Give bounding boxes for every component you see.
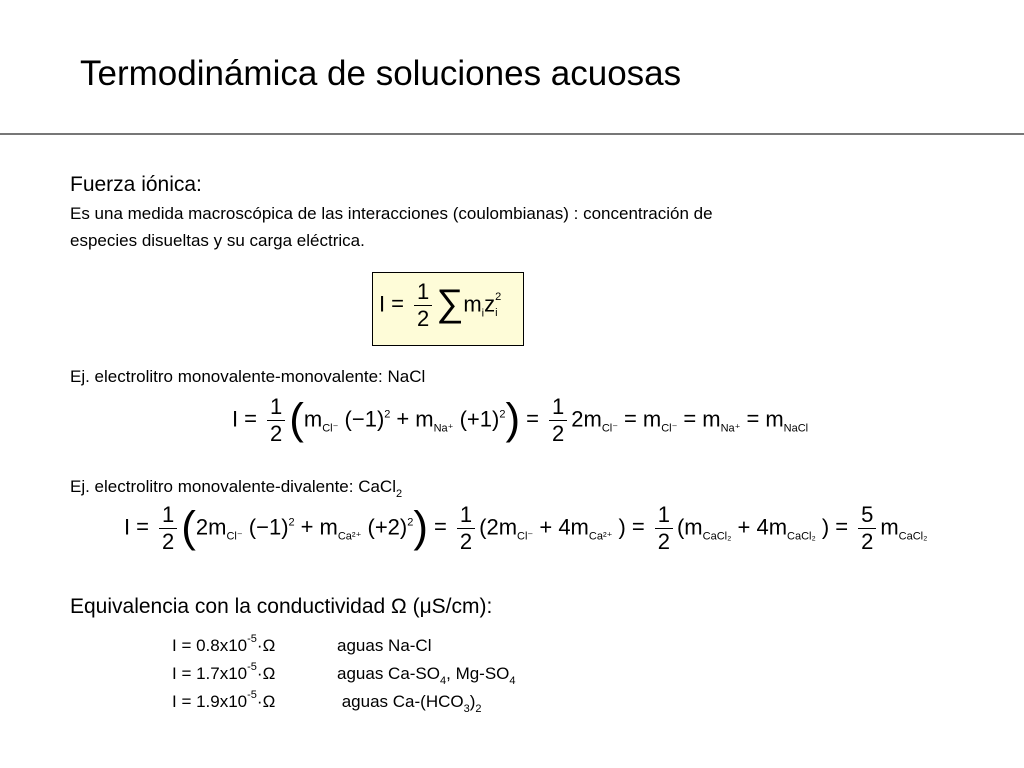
ex1-t1: (−1) <box>344 406 385 432</box>
ex1-half2-den: 2 <box>549 420 567 447</box>
ex2-heading-sub: 2 <box>396 488 403 500</box>
ex2-half-den: 2 <box>159 528 177 555</box>
ex1-half <box>267 394 285 447</box>
definition-line-2: especies disueltas y su carga eléctrica. <box>70 231 365 250</box>
row2-label2-sub: 4 <box>509 675 516 687</box>
formula-half-den: 2 <box>414 305 432 332</box>
ex1-eq3: = <box>624 406 637 432</box>
ex2-five-num: 5 <box>861 502 874 527</box>
row1-label: aguas Na-Cl <box>337 636 432 655</box>
ex2-half3 <box>655 502 673 555</box>
ex1-m1: m <box>303 406 323 432</box>
conductivity-heading: Equivalencia con la conductividad Ω (μS/cm): <box>70 595 493 618</box>
ex2-paren-open: ( <box>181 502 196 552</box>
ex1-r3: m <box>702 406 721 432</box>
row1-post: ·Ω <box>256 636 276 655</box>
ex1-r4-sub: NaCl <box>783 422 809 435</box>
ex1-plus: + <box>396 406 410 432</box>
ex2-g1-sub2: Ca²⁺ <box>588 530 613 543</box>
ex2-five-den: 2 <box>858 528 876 555</box>
row2-formula <box>172 656 337 685</box>
ex1-half2-num: 1 <box>552 394 565 419</box>
row3-exp: -5 <box>247 689 257 701</box>
ex2-g1: (2m <box>479 514 518 540</box>
row2-label: aguas Ca-SO <box>337 664 440 683</box>
formula-half-num: 1 <box>416 279 430 304</box>
title-divider <box>0 133 1024 135</box>
example2-heading <box>70 476 402 505</box>
ex1-paren-open: ( <box>289 394 304 444</box>
row3-label2-sub: 2 <box>475 703 482 715</box>
definition-line-1: Es una medida macroscópica de las interacciones (coulombianas) : concentración de <box>70 204 713 223</box>
ex1-half2 <box>549 394 567 447</box>
ex1-eq: = <box>244 406 257 432</box>
row2-pre: I = 1.7x10 <box>172 664 248 683</box>
ex2-m1: 2m <box>195 514 227 540</box>
ex2-t1-sup: 2 <box>288 516 295 529</box>
ex2-m2-sub: Ca²⁺ <box>337 530 362 543</box>
ex1-m2-sub: Na⁺ <box>433 422 454 435</box>
ex2-eq2: = <box>434 514 447 540</box>
formula-m-sub: i <box>481 307 485 320</box>
ex2-g2: (m <box>676 514 703 540</box>
ex2-g2-plus: + 4m <box>737 514 788 540</box>
row2-label-sub: 4 <box>440 675 447 687</box>
sum-symbol: ∑ <box>436 282 464 325</box>
formula-z: z <box>484 291 496 317</box>
ionic-strength-formula <box>379 279 505 332</box>
row3-label2: ) <box>469 692 476 711</box>
ex2-g2-sub: CaCl₂ <box>702 530 732 543</box>
conductivity-row-3 <box>172 684 482 720</box>
ex2-half2-den: 2 <box>457 528 475 555</box>
ex1-r4: m <box>765 406 784 432</box>
ex1-r1-sub: Cl⁻ <box>601 422 619 435</box>
formula-equals: = <box>391 291 404 317</box>
formula-z-sub: i <box>495 307 498 320</box>
row1-formula <box>172 628 337 657</box>
ex2-half-num: 1 <box>161 502 175 527</box>
ex2-eq4: = <box>835 514 849 540</box>
ex2-g1-close: ) <box>618 514 626 540</box>
example1-equation <box>232 394 808 447</box>
row1-pre: I = 0.8x10 <box>172 636 248 655</box>
ex1-r3-sub: Na⁺ <box>720 422 741 435</box>
ex2-paren-close: ) <box>413 502 429 552</box>
ex2-I: I <box>124 514 131 540</box>
ex2-res-sub: CaCl₂ <box>898 530 928 543</box>
row3-label: aguas Ca-(HCO <box>337 692 464 711</box>
ex1-r1: 2m <box>571 406 602 432</box>
ex2-five-halves <box>858 502 876 555</box>
row1-exp: -5 <box>247 633 257 645</box>
row2-label2: , Mg-SO <box>446 664 510 683</box>
ex2-g2-close: ) <box>821 514 830 540</box>
row3-pre: I = 1.9x10 <box>172 692 248 711</box>
ex2-eq: = <box>136 514 149 540</box>
ex2-half2-num: 1 <box>459 502 473 527</box>
formula-half <box>414 279 432 332</box>
ex2-eq3: = <box>631 514 645 540</box>
example2-equation <box>124 502 927 555</box>
ex2-res: m <box>880 514 899 540</box>
ex2-heading-text: Ej. electrolitro monovalente-divalente: CaCl <box>70 477 396 496</box>
ex1-half-den: 2 <box>267 420 285 447</box>
ionic-strength-formula-box <box>372 272 524 346</box>
ex2-g2-sub2: CaCl₂ <box>787 530 816 543</box>
ex2-g1-sub: Cl⁻ <box>517 530 534 543</box>
row2-post: ·Ω <box>256 664 276 683</box>
ex1-t2: (+1) <box>459 406 500 432</box>
ex2-half2 <box>457 502 475 555</box>
ex2-half <box>159 502 177 555</box>
ex2-g1-plus: + 4m <box>539 514 589 540</box>
ex2-half3-num: 1 <box>657 502 670 527</box>
ex1-r2: m <box>642 406 662 432</box>
ex1-m1-sub: Cl⁻ <box>322 422 339 435</box>
slide-title: Termodinámica de soluciones acuosas <box>80 54 682 93</box>
formula-m: m <box>463 291 482 317</box>
row3-post: ·Ω <box>256 692 276 711</box>
conductivity-row-1 <box>172 628 432 657</box>
ex1-eq4: = <box>683 406 697 432</box>
row2-exp: -5 <box>247 661 257 673</box>
row3-label-sub: 3 <box>463 703 470 715</box>
ex1-half-num: 1 <box>269 394 283 419</box>
ex1-t2-sup: 2 <box>499 408 506 421</box>
formula-z-sup: 2 <box>495 291 502 304</box>
formula-lhs: I <box>379 291 386 317</box>
ex2-t2-sup: 2 <box>407 516 414 529</box>
example1-heading: Ej. electrolitro monovalente-monovalente: NaCl <box>70 367 426 386</box>
ex1-t1-sup: 2 <box>384 408 391 421</box>
ex2-m2: m <box>319 514 338 540</box>
ex2-plus: + <box>300 514 314 540</box>
ex2-half3-den: 2 <box>655 528 673 555</box>
ex1-eq2: = <box>526 406 539 432</box>
row3-formula <box>172 684 337 713</box>
ex1-paren-close: ) <box>505 394 521 444</box>
ex2-t2: (+2) <box>367 514 408 540</box>
section-heading: Fuerza iónica: <box>70 173 202 196</box>
ex1-eq5: = <box>746 406 760 432</box>
ex2-m1-sub: Cl⁻ <box>226 530 243 543</box>
ex2-t1: (−1) <box>248 514 289 540</box>
ex1-m2: m <box>415 406 434 432</box>
ex1-I: I <box>232 406 239 432</box>
ex1-r2-sub: Cl⁻ <box>661 422 678 435</box>
